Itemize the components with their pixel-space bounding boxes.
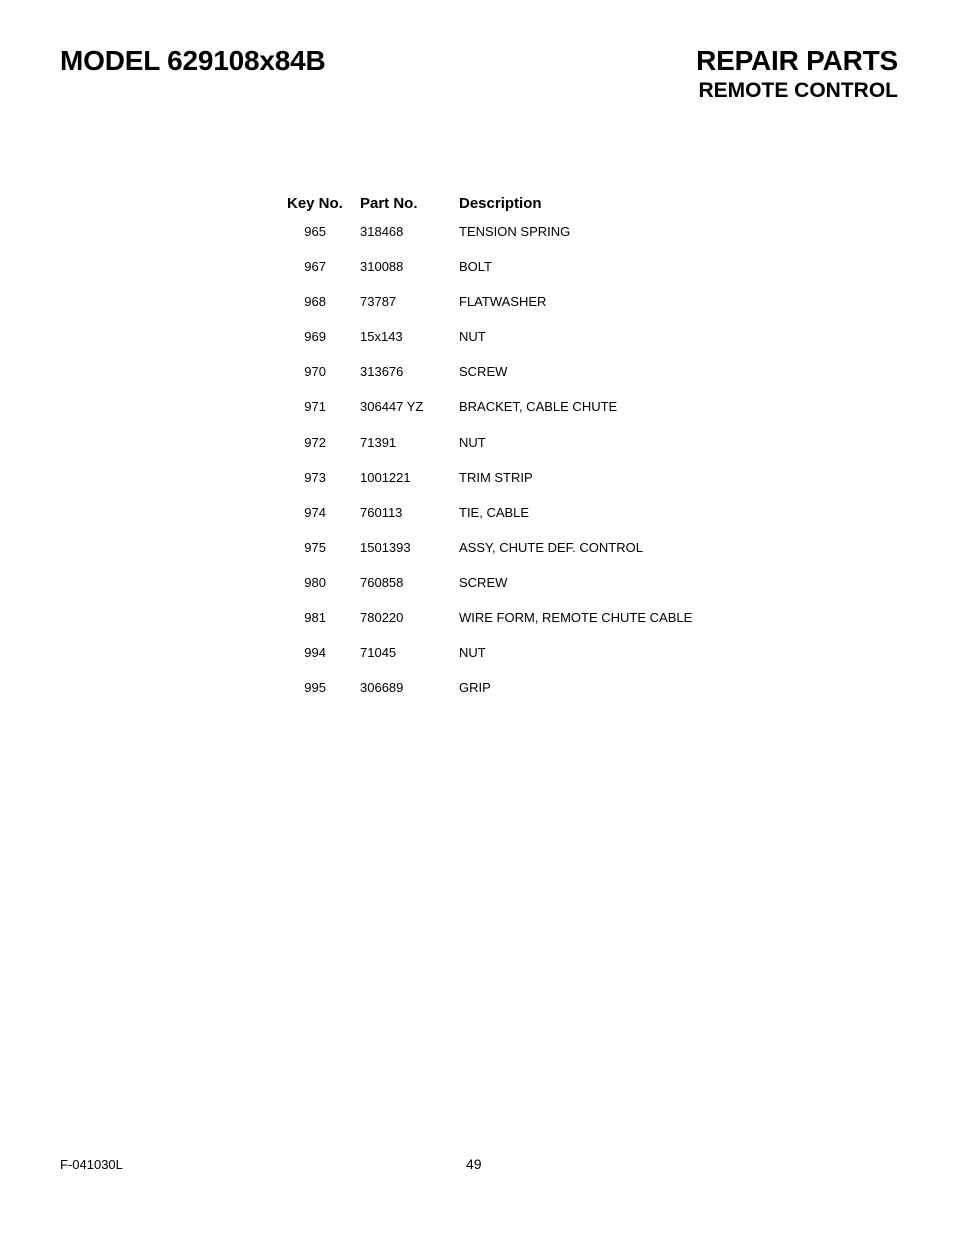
description-cell: BOLT xyxy=(459,259,492,275)
key-no-cell: 995 xyxy=(304,680,326,696)
table-row xyxy=(284,357,724,392)
part-no-cell: 760858 xyxy=(360,574,404,590)
part-no-cell: 1501393 xyxy=(360,539,411,555)
table-row xyxy=(284,322,724,357)
part-no-cell: 780220 xyxy=(360,610,404,626)
section-title: REMOTE CONTROL xyxy=(698,79,898,102)
table-row xyxy=(284,673,724,708)
table-row xyxy=(284,498,724,533)
table-body xyxy=(284,217,724,708)
table-row xyxy=(284,217,724,252)
part-no-cell: 73787 xyxy=(360,294,397,310)
description-cell: SCREW xyxy=(459,574,508,590)
header-right xyxy=(696,44,898,104)
part-no-cell: 760113 xyxy=(360,504,403,520)
table-row xyxy=(284,638,724,673)
description-cell: BRACKET, CABLE CHUTE xyxy=(459,399,618,415)
table-row xyxy=(284,287,724,322)
part-no-cell: 306447 YZ xyxy=(360,399,424,415)
key-no-cell: 971 xyxy=(304,399,326,415)
key-no-cell: 972 xyxy=(304,434,326,450)
key-no-cell: 975 xyxy=(304,539,326,555)
column-header-key-no: Key No. xyxy=(287,195,343,212)
table-row xyxy=(284,603,724,638)
table-row xyxy=(284,428,724,463)
table-row xyxy=(284,533,724,568)
key-no-cell: 973 xyxy=(304,469,326,485)
description-cell: NUT xyxy=(459,434,486,450)
description-cell: NUT xyxy=(459,329,486,345)
key-no-cell: 967 xyxy=(304,259,326,275)
part-no-cell: 313676 xyxy=(360,364,404,380)
key-no-cell: 970 xyxy=(304,364,326,380)
part-no-cell: 1001221 xyxy=(360,469,411,485)
key-no-cell: 969 xyxy=(304,329,326,345)
part-no-cell: 318468 xyxy=(360,224,404,239)
page-number: 49 xyxy=(466,1156,482,1172)
part-no-cell: 310088 xyxy=(360,259,404,275)
description-cell: TIE, CABLE xyxy=(459,504,530,520)
form-code: F-041030L xyxy=(60,1157,123,1172)
part-no-cell: 306689 xyxy=(360,680,404,696)
description-cell: NUT xyxy=(459,645,486,661)
column-header-part-no: Part No. xyxy=(360,195,418,212)
key-no-cell: 994 xyxy=(304,645,326,661)
key-no-cell: 980 xyxy=(304,574,326,590)
part-no-cell: 71391 xyxy=(360,434,397,450)
description-cell: WIRE FORM, REMOTE CHUTE CABLE xyxy=(459,610,693,626)
description-cell: ASSY, CHUTE DEF. CONTROL xyxy=(459,539,643,555)
table-row xyxy=(284,568,724,603)
description-cell: GRIP xyxy=(459,680,491,696)
table-header xyxy=(284,195,724,217)
key-no-cell: 974 xyxy=(304,504,326,520)
parts-table xyxy=(284,195,724,708)
table-row xyxy=(284,463,724,498)
key-no-cell: 968 xyxy=(304,294,326,310)
table-row xyxy=(284,252,724,287)
table-row xyxy=(284,392,724,427)
column-header-description: Description xyxy=(459,195,542,212)
key-no-cell: 965 xyxy=(304,224,326,239)
page-title: REPAIR PARTS xyxy=(696,45,898,76)
model-title: MODEL 629108x84B xyxy=(60,45,326,76)
description-cell: FLATWASHER xyxy=(459,294,547,310)
description-cell: SCREW xyxy=(459,364,508,380)
key-no-cell: 981 xyxy=(304,610,326,626)
part-no-cell: 71045 xyxy=(360,645,397,661)
description-cell: TENSION SPRING xyxy=(459,224,571,239)
description-cell: TRIM STRIP xyxy=(459,469,533,485)
part-no-cell: 15x143 xyxy=(360,329,403,345)
